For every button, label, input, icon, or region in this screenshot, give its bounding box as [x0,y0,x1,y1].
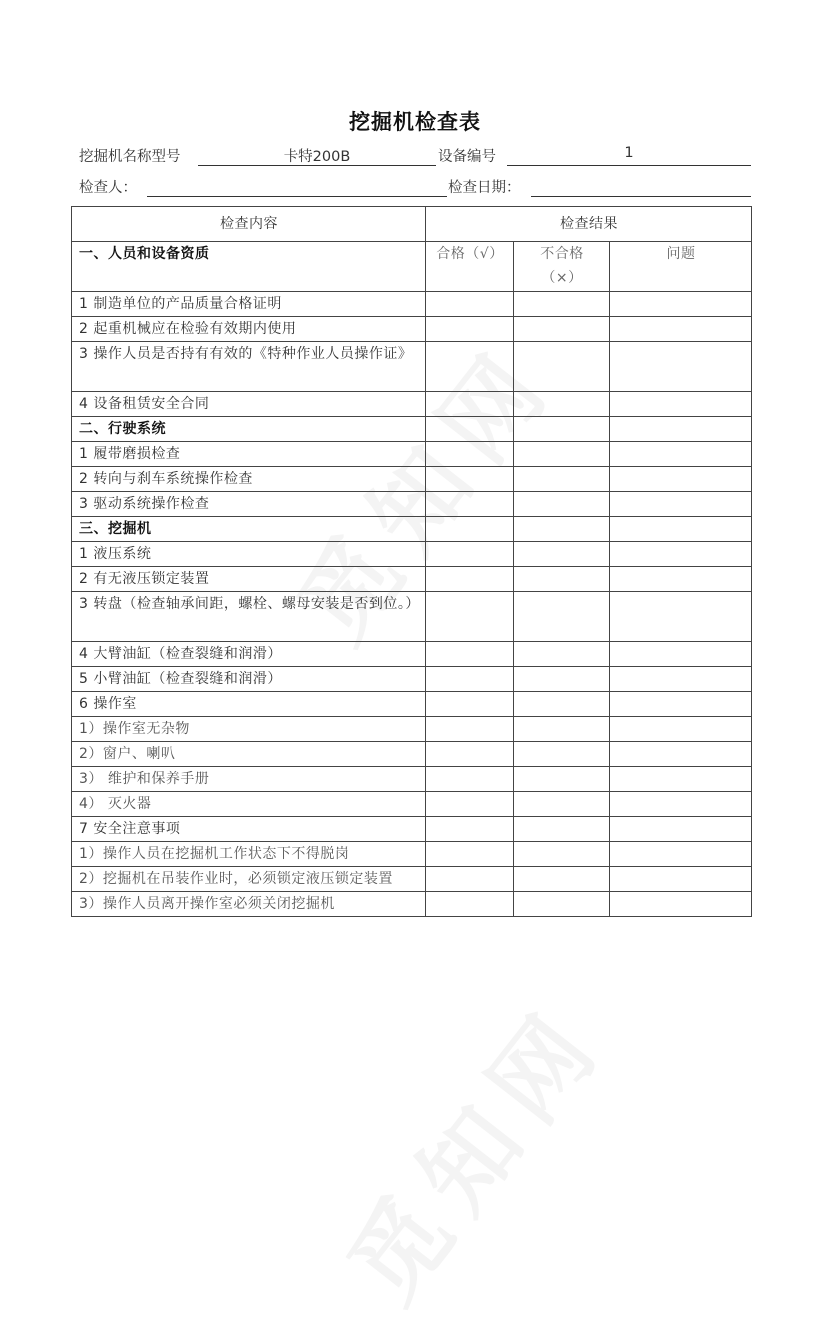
pass-cell[interactable] [426,742,514,767]
issue-cell[interactable] [610,692,752,717]
issue-cell[interactable] [610,292,752,317]
table-row [72,867,752,892]
issue-cell[interactable] [610,317,752,342]
issue-cell[interactable] [610,542,752,567]
pass-cell[interactable] [426,467,514,492]
issue-cell[interactable] [610,892,752,917]
sub-header-fail-line1: 不合格 [540,246,584,262]
pass-cell[interactable] [426,817,514,842]
table-row [72,842,752,867]
col-header-content: 检查内容 [72,207,426,242]
issue-cell[interactable] [610,442,752,467]
table-row [72,717,752,742]
check-item-label: 3 驱动系统操作检查 [72,492,426,517]
pass-cell[interactable] [426,517,514,542]
table-row [72,892,752,917]
check-item-label: 3 操作人员是否持有有效的《特种作业人员操作证》 [72,342,426,392]
check-item-label: 7 安全注意事项 [72,817,426,842]
check-item-label: 2 有无液压锁定装置 [72,567,426,592]
check-item-label: 2 转向与刹车系统操作检查 [72,467,426,492]
fail-cell[interactable] [514,467,610,492]
fail-cell[interactable] [514,767,610,792]
pass-cell[interactable] [426,692,514,717]
table-row [72,817,752,842]
fail-cell[interactable] [514,392,610,417]
issue-cell[interactable] [610,392,752,417]
section-row-label: 一、人员和设备资质 [72,242,426,292]
fail-cell[interactable] [514,517,610,542]
pass-cell[interactable] [426,392,514,417]
fail-cell[interactable] [514,317,610,342]
pass-cell[interactable] [426,892,514,917]
check-item-label: 1）操作室无杂物 [72,717,426,742]
table-row [72,317,752,342]
pass-cell[interactable] [426,642,514,667]
pass-cell[interactable] [426,842,514,867]
fail-cell[interactable] [514,667,610,692]
issue-cell[interactable] [610,567,752,592]
table-row [72,742,752,767]
pass-cell[interactable] [426,567,514,592]
check-item-label: 1 液压系统 [72,542,426,567]
check-item-label: 6 操作室 [72,692,426,717]
inspection-table [71,206,752,917]
pass-cell[interactable] [426,492,514,517]
fail-cell[interactable] [514,867,610,892]
table-row [72,442,752,467]
equipment-no-field[interactable]: 1 [507,145,751,166]
check-item-label: 2 起重机械应在检验有效期内使用 [72,317,426,342]
issue-cell[interactable] [610,792,752,817]
table-row [72,467,752,492]
sub-header-pass: 合格（√） [426,242,514,292]
fail-cell[interactable] [514,342,610,392]
pass-cell[interactable] [426,417,514,442]
table-row [72,417,752,442]
check-item-label: 2）挖掘机在吊装作业时，必须锁定液压锁定装置 [72,867,426,892]
fail-cell[interactable] [514,292,610,317]
check-item-label: 3）操作人员离开操作室必须关闭挖掘机 [72,892,426,917]
pass-cell[interactable] [426,592,514,642]
table-row [72,567,752,592]
fail-cell[interactable] [514,542,610,567]
check-item-label: 5 小臂油缸（检查裂缝和润滑） [72,667,426,692]
fail-cell[interactable] [514,417,610,442]
issue-cell[interactable] [610,492,752,517]
inspector-field[interactable] [147,176,447,197]
meta-row-inspector [79,176,751,200]
check-item-label: 1 履带磨损检查 [72,442,426,467]
col-header-result: 检查结果 [426,207,752,242]
pass-cell[interactable] [426,767,514,792]
issue-cell[interactable] [610,817,752,842]
fail-cell[interactable] [514,717,610,742]
issue-cell[interactable] [610,592,752,642]
pass-cell[interactable] [426,867,514,892]
fail-cell[interactable] [514,692,610,717]
table-row [72,517,752,542]
issue-cell[interactable] [610,717,752,742]
fail-cell[interactable] [514,592,610,642]
date-field[interactable] [531,176,751,197]
fail-cell[interactable] [514,817,610,842]
fail-cell[interactable] [514,567,610,592]
check-item-label: 3 转盘（检查轴承间距，螺栓、螺母安装是否到位。） [72,592,426,642]
table-row [72,592,752,642]
page-title: 挖掘机检查表 [349,109,481,134]
check-item-label: 2）窗户、喇叭 [72,742,426,767]
issue-cell[interactable] [610,517,752,542]
date-label: 检查日期： [448,180,521,196]
fail-cell[interactable] [514,842,610,867]
issue-cell[interactable] [610,842,752,867]
issue-cell[interactable] [610,867,752,892]
equipment-no-label: 设备编号 [438,149,496,165]
section-row-label: 二、行驶系统 [72,417,426,442]
issue-cell[interactable] [610,742,752,767]
issue-cell[interactable] [610,417,752,442]
issue-cell[interactable] [610,667,752,692]
fail-cell[interactable] [514,442,610,467]
pass-cell[interactable] [426,442,514,467]
pass-cell[interactable] [426,542,514,567]
pass-cell[interactable] [426,717,514,742]
fail-cell[interactable] [514,892,610,917]
sub-header-fail [514,242,610,292]
model-field[interactable]: 卡特200B [198,145,436,166]
fail-cell[interactable] [514,792,610,817]
table-row [72,642,752,667]
check-item-label: 4 大臂油缸（检查裂缝和润滑） [72,642,426,667]
sub-header-fail-line2: （×） [541,270,583,286]
pass-cell[interactable] [426,792,514,817]
section-row-label: 三、挖掘机 [72,517,426,542]
issue-cell[interactable] [610,467,752,492]
table-row [72,392,752,417]
model-label: 挖掘机名称型号 [79,149,181,165]
inspector-label: 检查人： [79,180,137,196]
pass-cell[interactable] [426,292,514,317]
fail-cell[interactable] [514,642,610,667]
table-row [72,542,752,567]
check-item-label: 1 制造单位的产品质量合格证明 [72,292,426,317]
issue-cell[interactable] [610,642,752,667]
fail-cell[interactable] [514,742,610,767]
table-row [72,342,752,392]
table-row [72,667,752,692]
table-row [72,792,752,817]
check-item-label: 4 设备租赁安全合同 [72,392,426,417]
table-row [72,292,752,317]
meta-row-model [79,145,751,169]
watermark [312,972,631,1325]
pass-cell[interactable] [426,342,514,392]
issue-cell[interactable] [610,767,752,792]
table-row [72,692,752,717]
sub-header-issue: 问题 [610,242,752,292]
pass-cell[interactable] [426,317,514,342]
fail-cell[interactable] [514,492,610,517]
issue-cell[interactable] [610,342,752,392]
check-item-label: 4） 灭火器 [72,792,426,817]
table-row [72,492,752,517]
check-item-label: 3） 维护和保养手册 [72,767,426,792]
pass-cell[interactable] [426,667,514,692]
check-item-label: 1）操作人员在挖掘机工作状态下不得脱岗 [72,842,426,867]
table-row [72,767,752,792]
